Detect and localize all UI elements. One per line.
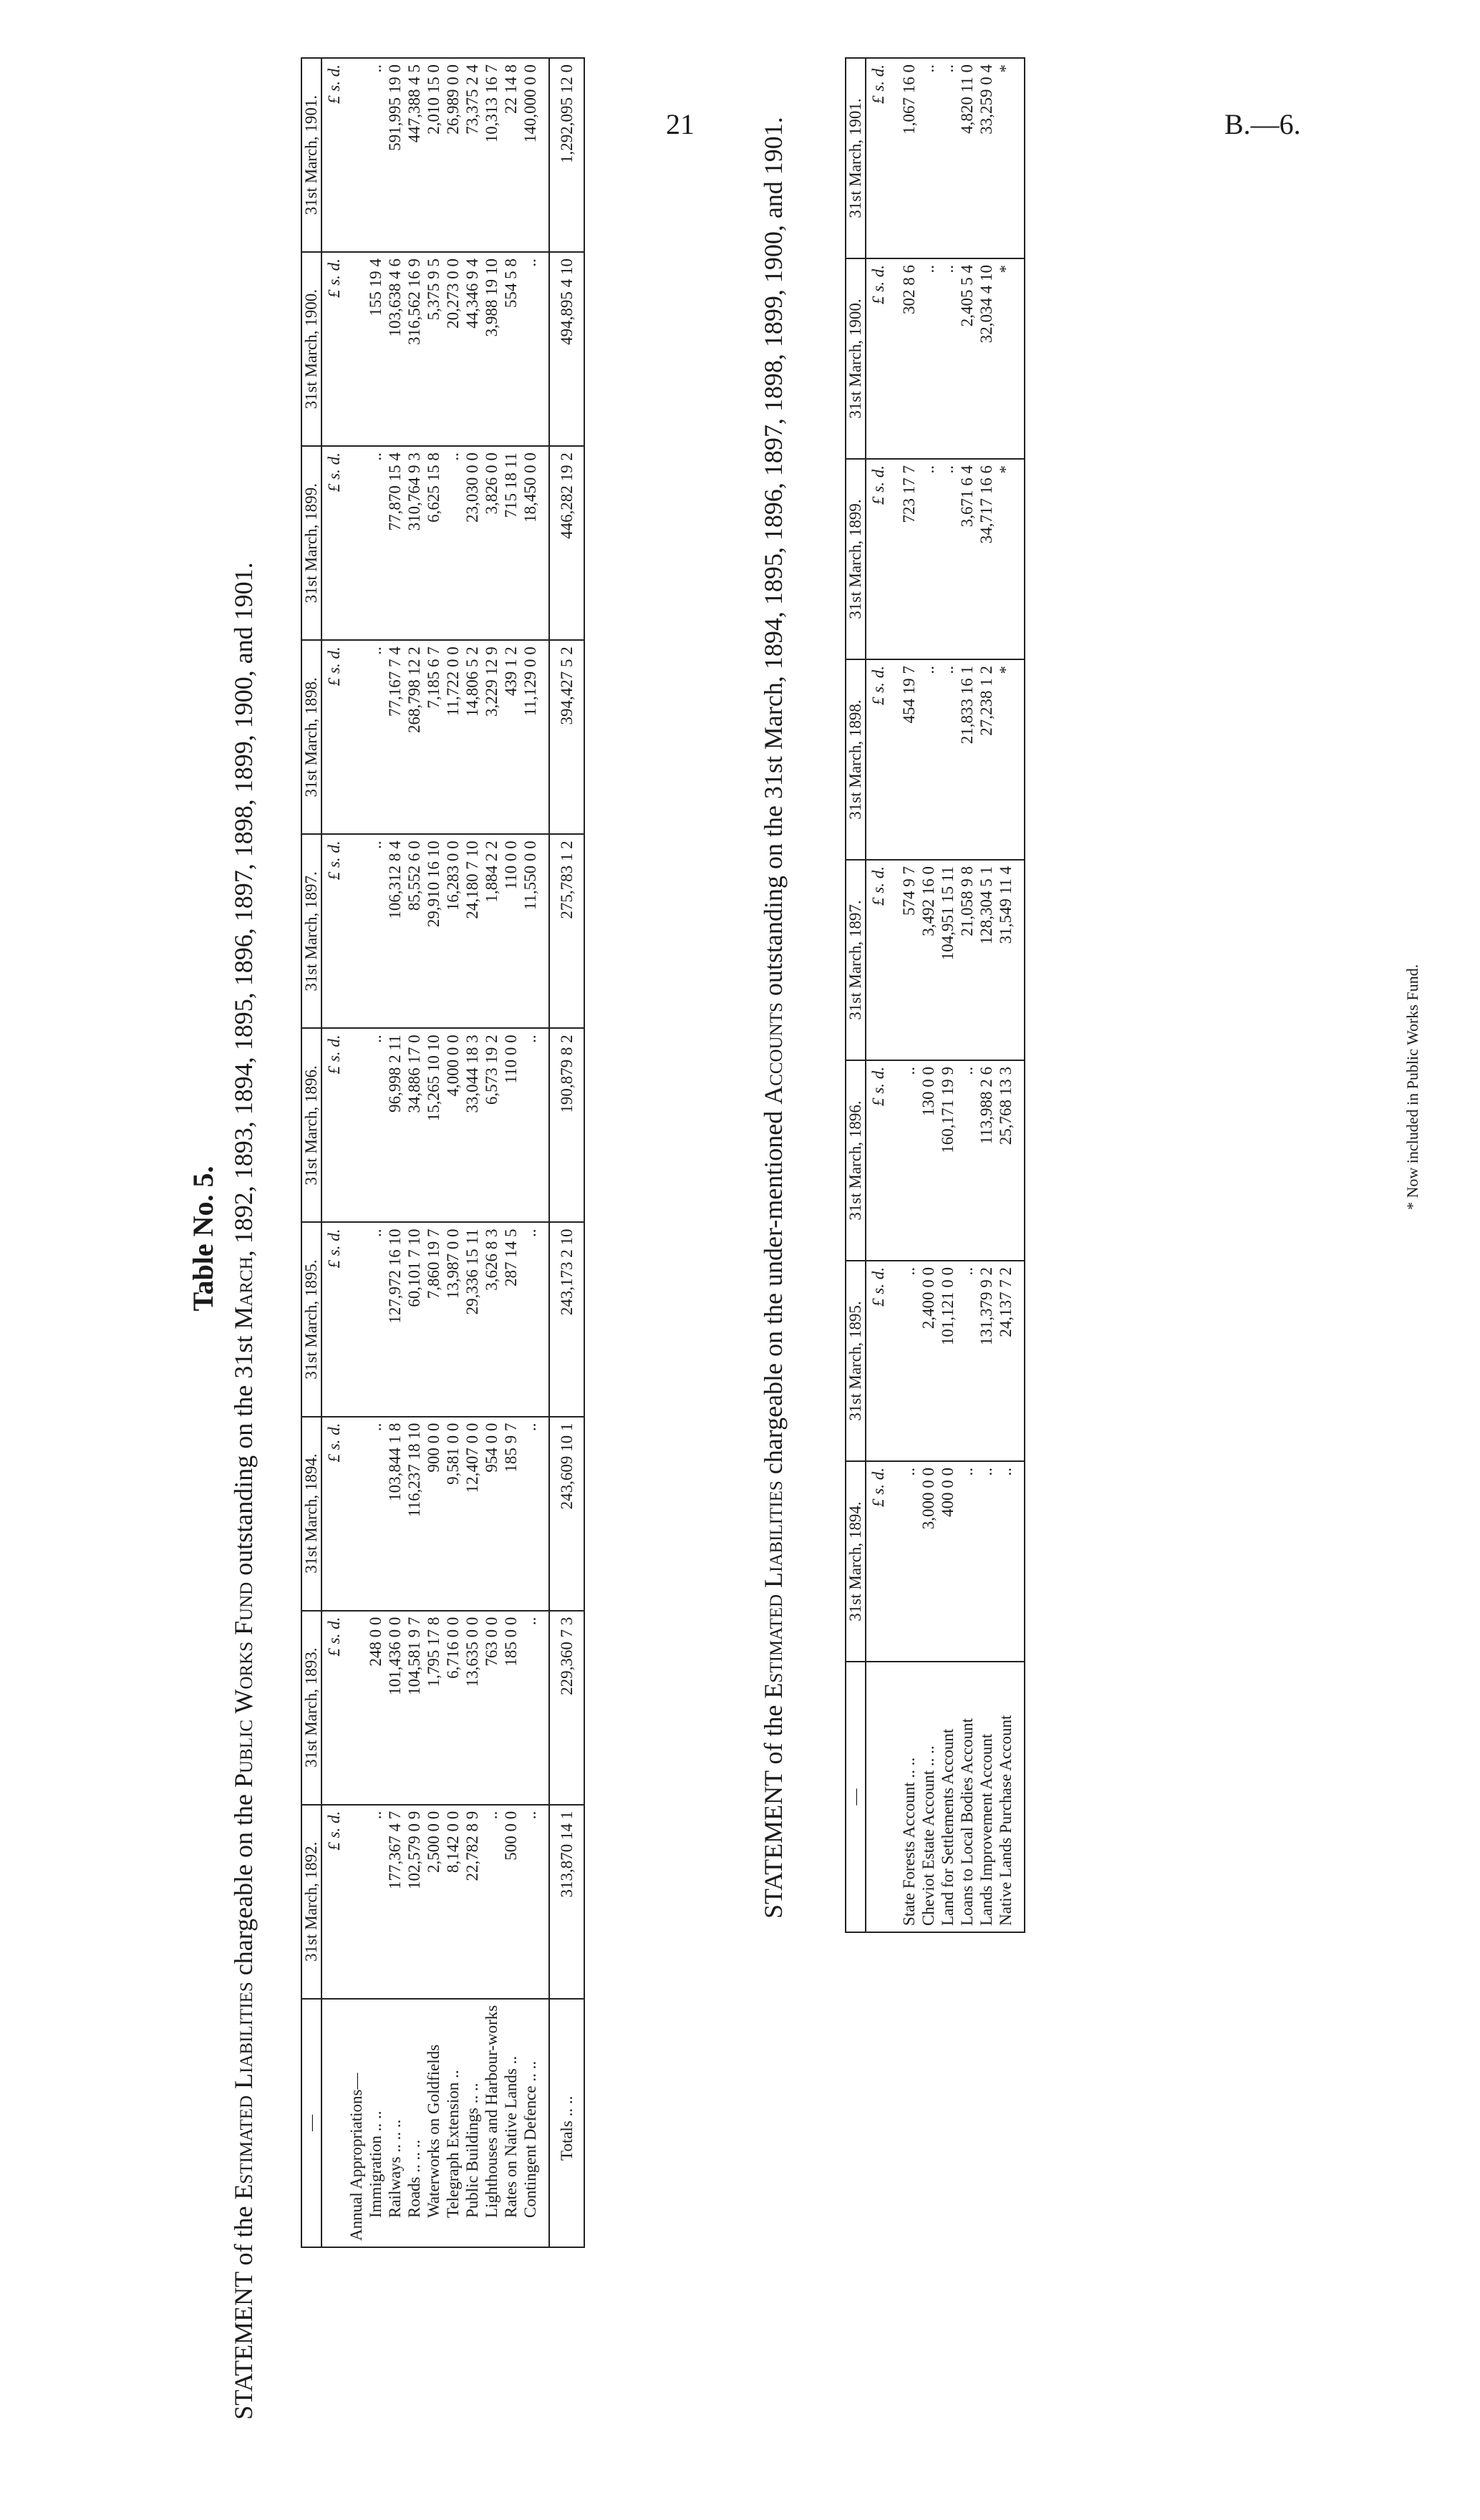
table-2-body [866, 58, 1025, 1932]
value-cell: 447,388 4 5 [405, 58, 424, 252]
value-cell: 4,820 11 0 [957, 58, 977, 258]
spacer-cell [1015, 1662, 1025, 1932]
value-cell: 302 8 6 [899, 258, 919, 459]
spacer-cell [1015, 258, 1025, 459]
value-cell: 140,000 0 0 [521, 58, 540, 252]
table-row [463, 58, 482, 2247]
value-cell: 15,265 10 10 [424, 1028, 443, 1222]
value-cell: 21,833 16 1 [957, 659, 977, 860]
spacer-cell [1015, 1060, 1025, 1261]
spacer-cell [540, 58, 549, 252]
value-cell: 310,764 9 3 [405, 446, 424, 640]
spacer-cell [1015, 860, 1025, 1060]
value-cell: 104,581 9 7 [405, 1611, 424, 1805]
table-1-corner: — [301, 1999, 321, 2247]
units-label: £ s. d. [866, 1461, 891, 1662]
value-cell: 500 0 0 [501, 1805, 521, 1999]
column-header: 31st March, 1896. [301, 1028, 321, 1222]
value-cell: .. [482, 1805, 501, 1999]
value-cell: .. [366, 1028, 385, 1222]
value-cell: 10,313 16 7 [482, 58, 501, 252]
value-cell: 177,367 4 7 [385, 1805, 405, 1999]
value-cell: .. [938, 659, 957, 860]
row-label: Roads .. .. .. [405, 2139, 423, 2218]
value-cell: 20,273 0 0 [443, 252, 463, 446]
value-cell: 128,304 5 1 [977, 860, 996, 1060]
value-cell: 60,101 7 10 [405, 1222, 424, 1416]
units-label: £ s. d. [321, 1611, 347, 1805]
value-cell: 3,000 0 0 [919, 1461, 938, 1662]
statement-2-text-c: chargeable on the under-mentioned [759, 1104, 788, 1481]
value-cell: 103,638 4 6 [385, 252, 405, 446]
spacer-cell [540, 1417, 549, 1611]
value-cell: .. [899, 1060, 919, 1261]
column-header: 31st March, 1897. [301, 834, 321, 1028]
value-cell: 29,910 16 10 [424, 834, 443, 1028]
value-cell: 32,034 4 10 [977, 258, 996, 459]
column-header: 31st March, 1899. [301, 446, 321, 640]
spacer-cell [1015, 58, 1025, 258]
totals-label: Totals .. .. [549, 1999, 584, 2247]
value-cell: 110 0 0 [501, 1028, 521, 1222]
value-cell: 2,500 0 0 [424, 1805, 443, 1999]
row-label: Lands Improvement Account [977, 1733, 995, 1926]
spacer-cell [540, 1805, 549, 1999]
value-cell: 73,375 2 4 [463, 58, 482, 252]
value-cell: .. [521, 252, 540, 446]
value-cell: 116,237 18 10 [405, 1417, 424, 1611]
column-header: 31st March, 1897. [846, 860, 866, 1060]
value-cell: .. [521, 1417, 540, 1611]
empty-cell [347, 252, 366, 446]
statement-1-text-f: March [229, 1256, 258, 1329]
column-header: 31st March, 1896. [846, 1060, 866, 1261]
total-cell: 275,783 1 2 [549, 834, 584, 1028]
empty-cell [347, 1611, 366, 1805]
value-cell: 8,142 0 0 [443, 1805, 463, 1999]
rotated-page-content [186, 57, 1461, 2420]
units-row [321, 58, 347, 2247]
value-cell: 554 5 8 [501, 252, 521, 446]
spacer-cell [1015, 1461, 1025, 1662]
value-cell: .. [977, 1461, 996, 1662]
units-label: £ s. d. [866, 860, 891, 1060]
table-row [405, 58, 424, 2247]
value-cell: .. [366, 1222, 385, 1416]
value-cell: 400 0 0 [938, 1461, 957, 1662]
value-cell: 715 18 11 [501, 446, 521, 640]
empty-cell [347, 58, 366, 252]
units-label: £ s. d. [321, 640, 347, 834]
value-cell: .. [957, 1461, 977, 1662]
value-cell: 2,400 0 0 [919, 1261, 938, 1461]
value-cell: 439 1 2 [501, 640, 521, 834]
value-cell: 106,312 8 4 [385, 834, 405, 1028]
total-cell: 1,292,095 12 0 [549, 58, 584, 252]
column-header: 31st March, 1893. [301, 1611, 321, 1805]
value-cell: .. [366, 1417, 385, 1611]
document-reference: B.—6. [1224, 108, 1301, 140]
row-label: Immigration .. .. [367, 2110, 384, 2218]
row-label: Rates on Native Lands .. [502, 2055, 520, 2218]
value-cell: 85,552 6 0 [405, 834, 424, 1028]
empty-cell [347, 446, 366, 640]
table-row [977, 58, 996, 1932]
empty-cell [347, 1028, 366, 1222]
value-cell: 11,550 0 0 [521, 834, 540, 1028]
units-label: £ s. d. [866, 459, 891, 659]
value-cell: 4,000 0 0 [443, 1028, 463, 1222]
value-cell: 3,671 6 4 [957, 459, 977, 659]
value-cell: 3,229 12 9 [482, 640, 501, 834]
units-row [866, 58, 891, 1932]
table-row [366, 58, 385, 2247]
value-cell: 18,450 0 0 [521, 446, 540, 640]
value-cell: * [996, 58, 1015, 258]
spacer-row [1015, 58, 1025, 1932]
table-row [899, 58, 919, 1932]
total-cell: 494,895 4 10 [549, 252, 584, 446]
value-cell: 11,722 0 0 [443, 640, 463, 834]
total-cell: 243,173 2 10 [549, 1222, 584, 1416]
statement-2-text-b: Estimated Liabilities [759, 1480, 788, 1699]
value-cell: 9,581 0 0 [443, 1417, 463, 1611]
table-row [957, 58, 977, 1932]
value-cell: .. [996, 1461, 1015, 1662]
value-cell: 185 0 0 [501, 1611, 521, 1805]
value-cell: .. [957, 1060, 977, 1261]
column-header: 31st March, 1895. [846, 1261, 866, 1461]
row-label: Railways .. .. .. [386, 2119, 404, 2218]
value-cell: 2,405 5 4 [957, 258, 977, 459]
statement-2-heading [759, 57, 788, 1919]
value-cell: 6,716 0 0 [443, 1611, 463, 1805]
total-cell: 394,427 5 2 [549, 640, 584, 834]
value-cell: * [996, 258, 1015, 459]
column-header: 31st March, 1894. [301, 1417, 321, 1611]
value-cell: .. [919, 258, 938, 459]
value-cell: 103,844 1 8 [385, 1417, 405, 1611]
column-header: 31st March, 1901. [301, 58, 321, 252]
value-cell: 13,987 0 0 [443, 1222, 463, 1416]
total-cell: 446,282 19 2 [549, 446, 584, 640]
row-label: State Forests Account .. .. [900, 1757, 918, 1926]
row-label: Waterworks on Goldfields [425, 2044, 442, 2218]
value-cell: 16,283 0 0 [443, 834, 463, 1028]
value-cell: 5,375 9 5 [424, 252, 443, 446]
row-label: Loans to Local Bodies Account [958, 1718, 976, 1926]
value-cell: 23,030 0 0 [463, 446, 482, 640]
spacer-cell [540, 1611, 549, 1805]
value-cell: .. [919, 459, 938, 659]
value-cell: 24,180 7 10 [463, 834, 482, 1028]
value-cell: 2,010 15 0 [424, 58, 443, 252]
value-cell: 21,058 9 8 [957, 860, 977, 1060]
value-cell: 34,717 16 6 [977, 459, 996, 659]
row-label: Public Buildings .. .. [463, 2083, 481, 2218]
empty-cell [347, 1805, 366, 1999]
value-cell: 29,336 15 11 [463, 1222, 482, 1416]
value-cell: 11,129 0 0 [521, 640, 540, 834]
value-cell: 160,171 19 9 [938, 1060, 957, 1261]
column-header: 31st March, 1895. [301, 1222, 321, 1416]
value-cell: .. [938, 58, 957, 258]
statement-1-text-b: Estimated Liabilities [229, 1982, 258, 2200]
units-label: £ s. d. [866, 1261, 891, 1461]
value-cell: 268,798 12 2 [405, 640, 424, 834]
value-cell: 7,860 19 7 [424, 1222, 443, 1416]
value-cell: 44,346 9 4 [463, 252, 482, 446]
table-row [996, 58, 1015, 1932]
spacer-cell [891, 258, 899, 459]
value-cell: .. [366, 446, 385, 640]
column-header: 31st March, 1894. [846, 1461, 866, 1662]
value-cell: 101,436 0 0 [385, 1611, 405, 1805]
value-cell: 723 17 7 [899, 459, 919, 659]
row-label: Land for Settlements Account [939, 1728, 957, 1926]
empty-cell [347, 1417, 366, 1611]
footnote: * Now included in Public Works Fund. [1403, 964, 1421, 1210]
value-cell: 113,988 2 6 [977, 1060, 996, 1261]
value-cell: 12,407 0 0 [463, 1417, 482, 1611]
statement-2-text-e: outstanding on the 31st March, 1894, 1895, 1896, 1897, 1898, 1899, 1900, and 1901. [759, 117, 788, 1003]
value-cell: 22 14 8 [501, 58, 521, 252]
column-header: 31st March, 1901. [846, 58, 866, 258]
row-label: Lighthouses and Harbour-works [483, 2005, 500, 2218]
value-cell: 77,167 7 4 [385, 640, 405, 834]
spacer-cell [540, 1028, 549, 1222]
value-cell: .. [919, 58, 938, 258]
statement-1-text-a: STATEMENT of the [229, 2199, 258, 2420]
public-works-liabilities-table [301, 57, 585, 2248]
value-cell: .. [366, 1805, 385, 1999]
column-header: 31st March, 1892. [301, 1805, 321, 1999]
spacer-cell [540, 446, 549, 640]
value-cell: 22,782 8 9 [463, 1805, 482, 1999]
value-cell: 248 0 0 [366, 1611, 385, 1805]
table-title: Table No. 5. [187, 1166, 219, 1312]
spacer-cell [540, 834, 549, 1028]
value-cell: 1,067 16 0 [899, 58, 919, 258]
row-label: Native Lands Purchase Account [997, 1715, 1015, 1926]
value-cell: 130 0 0 [919, 1060, 938, 1261]
units-label: £ s. d. [321, 1805, 347, 1999]
value-cell: .. [938, 459, 957, 659]
spacer-cell [891, 860, 899, 1060]
spacer-cell [891, 1060, 899, 1261]
value-cell: .. [899, 1261, 919, 1461]
value-cell: 1,795 17 8 [424, 1611, 443, 1805]
value-cell: 33,259 0 4 [977, 58, 996, 258]
spacer-cell [1015, 1261, 1025, 1461]
value-cell: .. [366, 834, 385, 1028]
spacer-cell [891, 459, 899, 659]
value-cell: 110 0 0 [501, 834, 521, 1028]
value-cell: 34,886 17 0 [405, 1028, 424, 1222]
value-cell: 26,989 0 0 [443, 58, 463, 252]
value-cell: 155 19 4 [366, 252, 385, 446]
column-header: 31st March, 1898. [846, 659, 866, 860]
spacer-cell [891, 1662, 899, 1932]
units-label: £ s. d. [866, 659, 891, 860]
statement-1-text-e: outstanding on the 31st [229, 1329, 258, 1582]
value-cell: 31,549 11 4 [996, 860, 1015, 1060]
units-label: £ s. d. [321, 1222, 347, 1416]
column-header: 31st March, 1898. [301, 640, 321, 834]
spacer-cell [540, 640, 549, 834]
value-cell: 127,972 16 10 [385, 1222, 405, 1416]
value-cell: 25,768 13 3 [996, 1060, 1015, 1261]
empty-cell [347, 834, 366, 1028]
empty-cell [347, 1222, 366, 1416]
value-cell: 185 9 7 [501, 1417, 521, 1611]
value-cell: 102,579 0 9 [405, 1805, 424, 1999]
spacer-cell [1015, 659, 1025, 860]
value-cell: 101,121 0 0 [938, 1261, 957, 1461]
totals-row [549, 58, 584, 2247]
table-row [938, 58, 957, 1932]
column-header: 31st March, 1900. [846, 258, 866, 459]
column-header: 31st March, 1900. [301, 252, 321, 446]
value-cell: .. [899, 1461, 919, 1662]
spacer-row [891, 58, 899, 1932]
units-label: £ s. d. [866, 1060, 891, 1261]
table-row [501, 58, 521, 2247]
units-label: £ s. d. [321, 1417, 347, 1611]
statement-2-text-d: Accounts [759, 1002, 788, 1105]
units-label: £ s. d. [321, 446, 347, 640]
value-cell: 574 9 7 [899, 860, 919, 1060]
value-cell: 14,806 5 2 [463, 640, 482, 834]
value-cell: 104,951 15 11 [938, 860, 957, 1060]
total-cell: 313,870 14 1 [549, 1805, 584, 1999]
units-label: £ s. d. [866, 258, 891, 459]
row-label: Telegraph Extension .. [444, 2070, 462, 2218]
value-cell: 33,044 18 3 [463, 1028, 482, 1222]
value-cell: 287 14 5 [501, 1222, 521, 1416]
value-cell: 3,988 19 10 [482, 252, 501, 446]
value-cell: 763 0 0 [482, 1611, 501, 1805]
value-cell: 316,562 16 9 [405, 252, 424, 446]
value-cell: 3,826 0 0 [482, 446, 501, 640]
spacer-cell [891, 58, 899, 258]
spacer-cell [1015, 459, 1025, 659]
empty-cell [347, 640, 366, 834]
value-cell: .. [919, 659, 938, 860]
spacer-row [540, 58, 549, 2247]
value-cell: 3,626 8 3 [482, 1222, 501, 1416]
value-cell: .. [957, 1261, 977, 1461]
units-label: £ s. d. [321, 834, 347, 1028]
row-label: Contingent Defence .. .. [521, 2060, 539, 2218]
table-row [424, 58, 443, 2247]
statement-2-text-a: STATEMENT of the [759, 1698, 788, 1919]
value-cell: .. [521, 1805, 540, 1999]
value-cell: .. [938, 258, 957, 459]
value-cell: 6,625 15 8 [424, 446, 443, 640]
units-label: £ s. d. [321, 58, 347, 252]
column-header: 31st March, 1899. [846, 459, 866, 659]
value-cell: 900 0 0 [424, 1417, 443, 1611]
group-row [347, 58, 366, 2247]
value-cell: .. [521, 1611, 540, 1805]
value-cell: .. [366, 640, 385, 834]
spacer-cell [891, 659, 899, 860]
group-label: Annual Appropriations— [347, 2073, 365, 2241]
value-cell: 131,379 9 2 [977, 1261, 996, 1461]
value-cell: 13,635 0 0 [463, 1611, 482, 1805]
value-cell: 591,995 19 0 [385, 58, 405, 252]
spacer-cell [540, 1999, 549, 2247]
value-cell: 454 19 7 [899, 659, 919, 860]
value-cell: 3,492 16 0 [919, 860, 938, 1060]
statement-1-text-d: Public Works Fund [229, 1581, 258, 1788]
table-row [521, 58, 540, 2247]
table-row [482, 58, 501, 2247]
total-cell: 190,879 8 2 [549, 1028, 584, 1222]
spacer-cell [891, 1261, 899, 1461]
table-1-body [321, 58, 584, 2247]
page-number: 21 [666, 108, 695, 140]
table-row [919, 58, 938, 1932]
spacer-cell [540, 1222, 549, 1416]
value-cell: .. [443, 446, 463, 640]
row-label: Cheviot Estate Account .. .. [919, 1745, 937, 1926]
units-spacer [321, 1999, 347, 2247]
table-row [385, 58, 405, 2247]
table-2-corner: — [846, 1662, 866, 1932]
value-cell: * [996, 459, 1015, 659]
value-cell: 24,137 7 2 [996, 1261, 1015, 1461]
value-cell: 954 0 0 [482, 1417, 501, 1611]
value-cell: .. [521, 1028, 540, 1222]
statement-1-heading [229, 57, 258, 2420]
accounts-liabilities-table [845, 57, 1025, 1933]
total-cell: 243,609 10 1 [549, 1417, 584, 1611]
statement-1-text-g: , 1892, 1893, 1894, 1895, 1896, 1897, 1898, 1899, 1900, and 1901. [229, 562, 258, 1257]
value-cell: 96,998 2 11 [385, 1028, 405, 1222]
value-cell: * [996, 659, 1015, 860]
value-cell: .. [521, 1222, 540, 1416]
units-label: £ s. d. [321, 252, 347, 446]
value-cell: 6,573 19 2 [482, 1028, 501, 1222]
units-label: £ s. d. [321, 1028, 347, 1222]
spacer-cell [540, 252, 549, 446]
table-row [443, 58, 463, 2247]
value-cell: 1,884 2 2 [482, 834, 501, 1028]
value-cell: 27,238 1 2 [977, 659, 996, 860]
value-cell: .. [366, 58, 385, 252]
units-label: £ s. d. [866, 58, 891, 258]
value-cell: 77,870 15 4 [385, 446, 405, 640]
value-cell: 7,185 6 7 [424, 640, 443, 834]
statement-1-text-c: chargeable on the [229, 1788, 258, 1982]
total-cell: 229,360 7 3 [549, 1611, 584, 1805]
units-spacer [866, 1662, 891, 1932]
spacer-cell [891, 1461, 899, 1662]
